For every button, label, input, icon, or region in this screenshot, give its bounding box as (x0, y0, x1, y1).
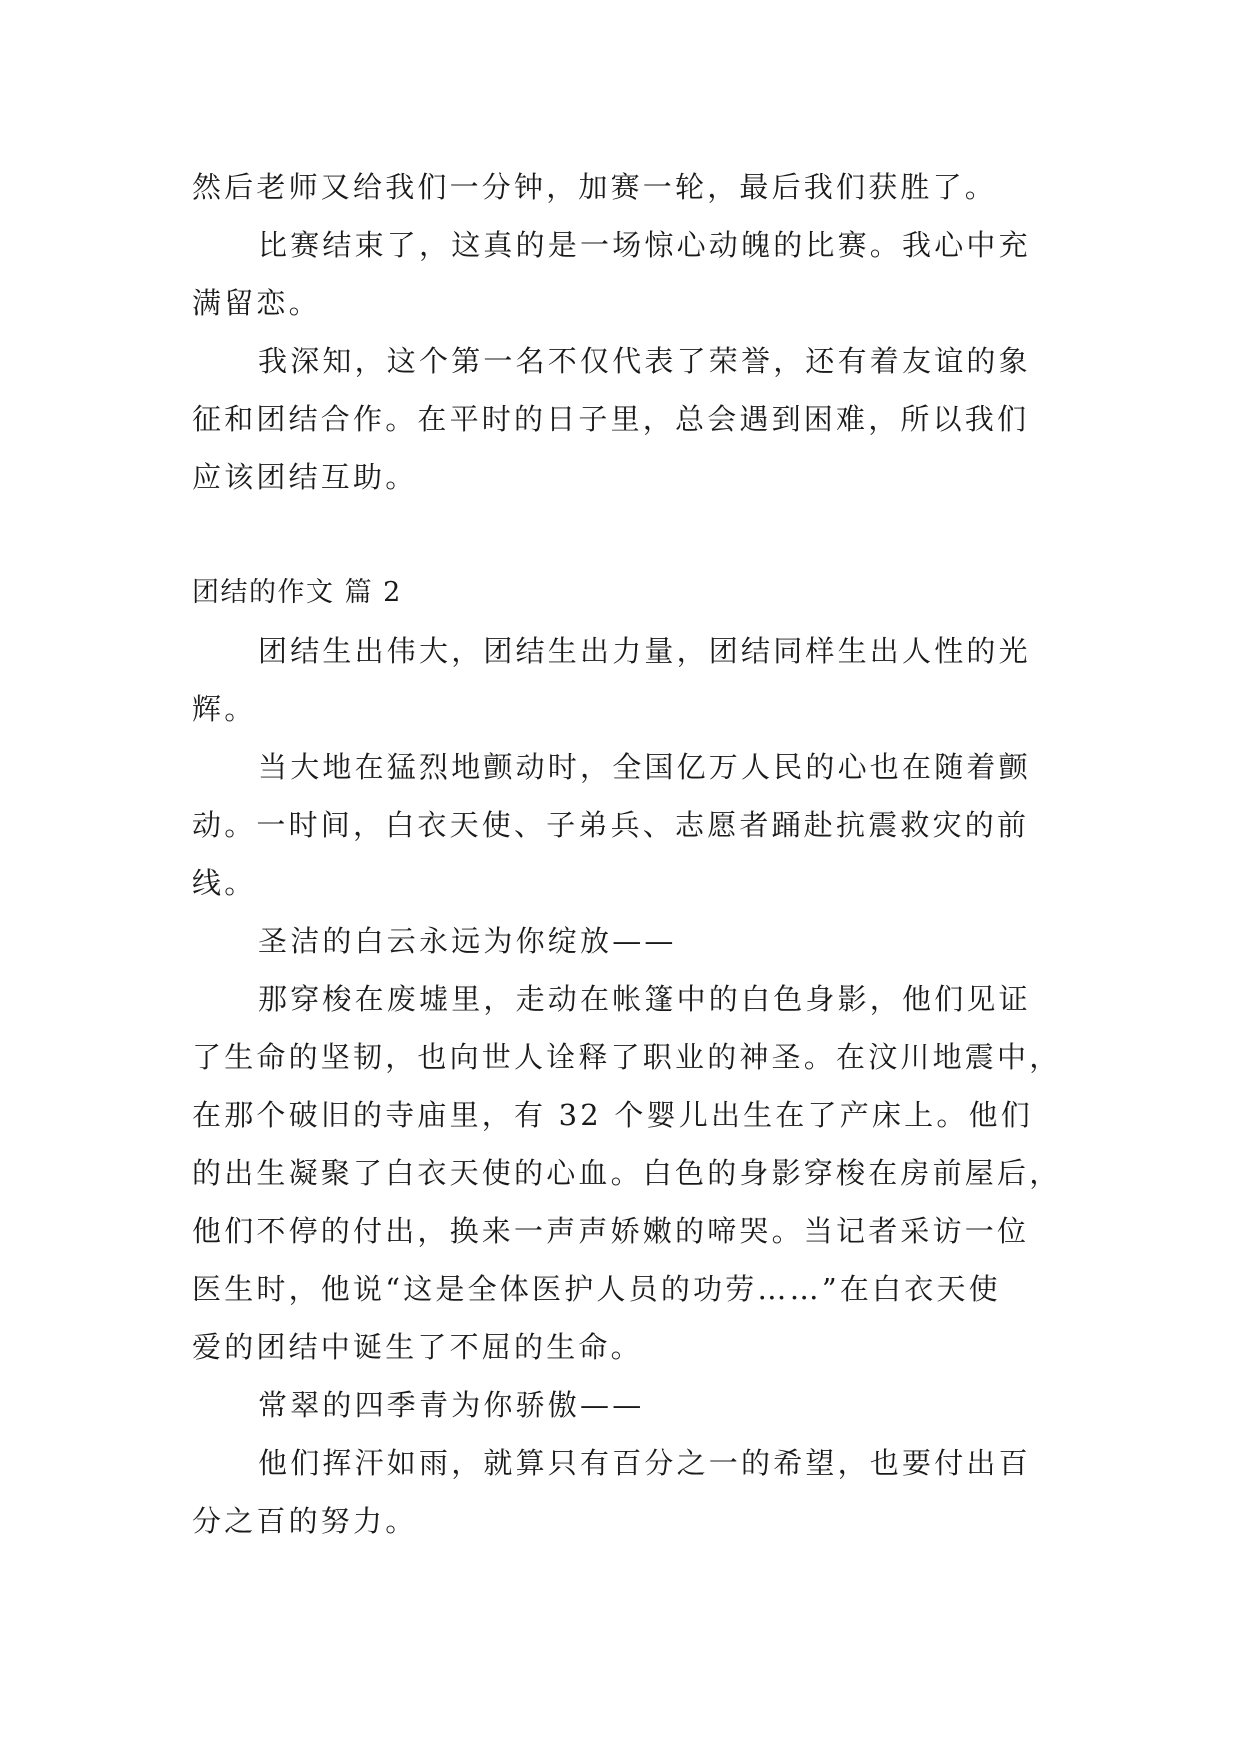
text-line: 在那个破旧的寺庙里，有 32 个婴儿出生在了产床上。他们 (192, 1098, 1033, 1132)
paragraph (192, 622, 1064, 738)
text-line: 他们不停的付出，换来一声声娇嫩的啼哭。当记者采访一位 (192, 1214, 1030, 1248)
text-line: 征和团结合作。在平时的日子里，总会遇到困难，所以我们 (192, 402, 1030, 436)
text-line: 辉。 (192, 692, 257, 726)
text-line: 我深知，这个第一名不仅代表了荣誉，还有着友谊的象 (258, 344, 1031, 378)
text-line: 比赛结束了，这真的是一场惊心动魄的比赛。我心中充 (258, 228, 1031, 262)
text-line: 线。 (192, 866, 257, 900)
text-line: 动。一时间，白衣天使、子弟兵、志愿者踊赴抗震救灾的前 (192, 808, 1030, 842)
text-line: 分之百的努力。 (192, 1504, 418, 1538)
paragraph (192, 158, 1064, 216)
text-line: 满留恋。 (192, 286, 321, 320)
text-line: 当大地在猛烈地颤动时，全国亿万人民的心也在随着颤 (258, 750, 1031, 784)
text-line: 医生时，他说“这是全体医护人员的功劳……”在白衣天使 (192, 1272, 1001, 1306)
text-line: 他们挥汗如雨，就算只有百分之一的希望，也要付出百 (258, 1446, 1031, 1480)
text-line: 团结生出伟大，团结生出力量，团结同样生出人性的光 (258, 634, 1031, 668)
text-line: 常翠的四季青为你骄傲—— (258, 1388, 645, 1422)
text-line: 然后老师又给我们一分钟，加赛一轮，最后我们获胜了。 (192, 170, 998, 204)
document-body (192, 158, 1064, 1550)
paragraph (192, 970, 1064, 1376)
paragraph (192, 1434, 1064, 1550)
text-line: 的出生凝聚了白衣天使的心血。白色的身影穿梭在房前屋后， (192, 1156, 1062, 1190)
text-line: 那穿梭在废墟里，走动在帐篷中的白色身影，他们见证 (258, 982, 1031, 1016)
paragraph (192, 912, 1064, 970)
text-line: 爱的团结中诞生了不屈的生命。 (192, 1330, 643, 1364)
paragraph (192, 216, 1064, 332)
paragraph (192, 738, 1064, 912)
text-line: 圣洁的白云永远为你绽放—— (258, 924, 677, 958)
section-gap (192, 506, 1064, 564)
text-line: 应该团结互助。 (192, 460, 418, 494)
text-line: 了生命的坚韧，也向世人诠释了职业的神圣。在汶川地震中， (192, 1040, 1062, 1074)
paragraph (192, 1376, 1064, 1434)
section-title: 团结的作文 篇 2 (192, 577, 402, 608)
paragraph (192, 332, 1064, 506)
